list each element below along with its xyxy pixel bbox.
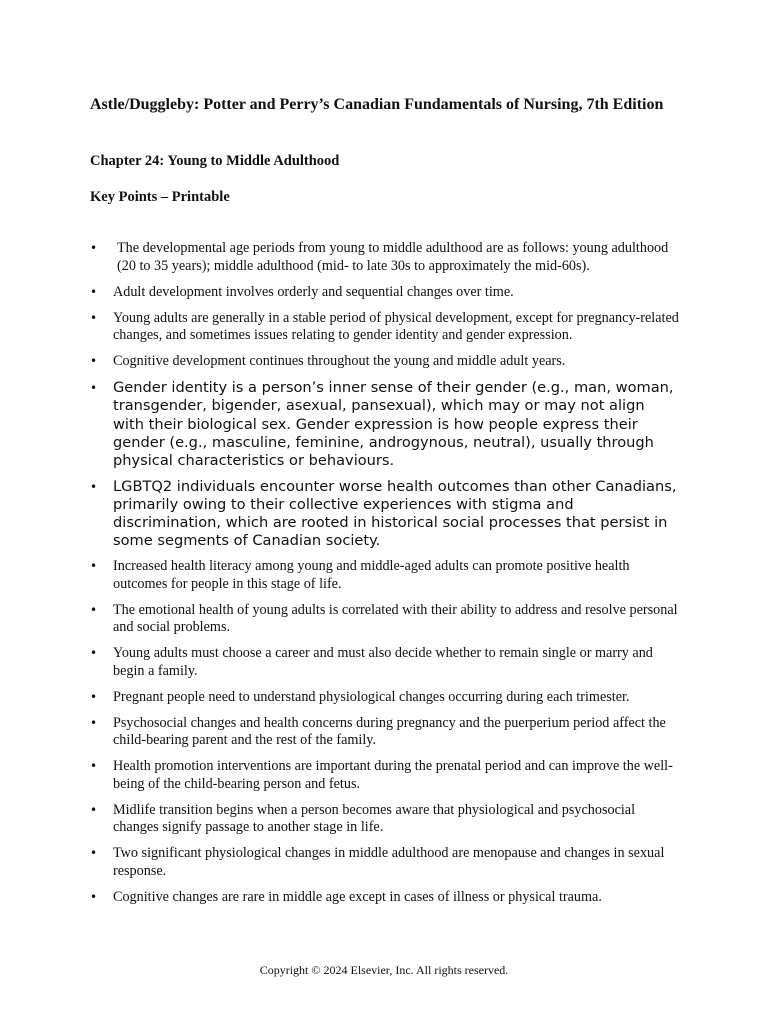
bullet-icon: •: [90, 284, 98, 299]
section-title: Key Points – Printable: [90, 189, 230, 205]
bullet-icon: •: [90, 802, 98, 817]
key-point-text: Increased health literacy among young and middle-aged adults can promote positive health outcomes for people in this stage of life.: [113, 557, 630, 592]
key-point-text: Cognitive changes are rare in middle age except in cases of illness or physical trauma.: [113, 888, 602, 905]
key-point-text: Cognitive development continues throughout the young and middle adult years.: [113, 353, 566, 370]
book-title: Astle/Duggleby: Potter and Perry’s Canadian Fundamentals of Nursing, 7th Edition: [90, 96, 664, 113]
key-point-text: Pregnant people need to understand physiological changes occurring during each trimester.: [113, 688, 630, 705]
bullet-icon: •: [90, 889, 98, 904]
key-point-text: The developmental age periods from young to middle adulthood are as follows: young adulthood (20 to 35 years); middle adulthood (mid- to late 30s to approximately the mid-60s).: [117, 240, 669, 274]
bullet-icon: •: [90, 646, 98, 661]
list-item: [90, 689, 680, 707]
list-item: [90, 284, 680, 302]
list-item: [90, 353, 680, 371]
bullet-icon: •: [90, 602, 98, 617]
bullet-icon: •: [90, 689, 98, 704]
key-point-text: Two significant physiological changes in middle adulthood are menopause and changes in sexual response.: [113, 845, 665, 879]
key-point-text: Midlife transition begins when a person becomes aware that physiological and psychosocial changes signify passage to another stage in life.: [113, 801, 636, 836]
key-point-text: Gender identity is a person’s inner sense of their gender (e.g., man, woman, transgender, bigender, asexual, pansexual), which may or may not align with their biological sex. Gender expression is how people express their gender (e.g., masculine, feminine, androgynous, neutral), usually through physical characteristics or behaviours.: [113, 379, 674, 469]
list-item: [90, 379, 680, 470]
bullet-icon: •: [90, 558, 98, 573]
bullet-icon: •: [90, 479, 98, 494]
key-point-text: Health promotion interventions are important during the prenatal period and can improve the well-being of the child-bearing person and fetus.: [113, 758, 673, 792]
copyright-footer: Copyright © 2024 Elsevier, Inc. All rights reserved.: [259, 963, 509, 977]
key-point-text: Adult development involves orderly and sequential changes over time.: [113, 283, 514, 300]
list-item: [90, 310, 680, 345]
list-item: [90, 478, 680, 551]
bullet-icon: •: [90, 310, 98, 325]
list-item: [90, 558, 680, 593]
list-item: [90, 758, 680, 793]
list-item: [90, 845, 680, 880]
chapter-title: Chapter 24: Young to Middle Adulthood: [90, 153, 340, 169]
key-point-text: Psychosocial changes and health concerns during pregnancy and the puerperium period affect the child-bearing parent and the rest of the family.: [113, 714, 666, 749]
list-item: [90, 889, 680, 907]
list-item: [90, 715, 680, 750]
bullet-icon: •: [90, 381, 98, 396]
key-point-text: Young adults are generally in a stable period of physical development, except for pregnancy-related changes, and sometimes issues relating to gender identity and gender expression.: [113, 309, 679, 344]
key-point-text: The emotional health of young adults is correlated with their ability to address and resolve personal and social problems.: [113, 601, 678, 636]
list-item: [90, 602, 680, 637]
list-item: [90, 240, 680, 275]
key-point-text: Young adults must choose a career and must also decide whether to remain single or marry and begin a family.: [113, 645, 653, 679]
bullet-icon: •: [90, 846, 98, 861]
key-point-text: LGBTQ2 individuals encounter worse health outcomes than other Canadians, primarily owing to their collective experiences with stigma and discrimination, which are rooted in historical social processes that persist in some segments of Canadian society.: [113, 477, 677, 550]
bullet-icon: •: [90, 759, 98, 774]
bullet-icon: •: [90, 715, 98, 730]
list-item: [90, 645, 680, 680]
bullet-icon: •: [90, 354, 98, 369]
list-item: [90, 802, 680, 837]
key-points-list: [90, 240, 680, 915]
bullet-icon: •: [90, 241, 98, 255]
